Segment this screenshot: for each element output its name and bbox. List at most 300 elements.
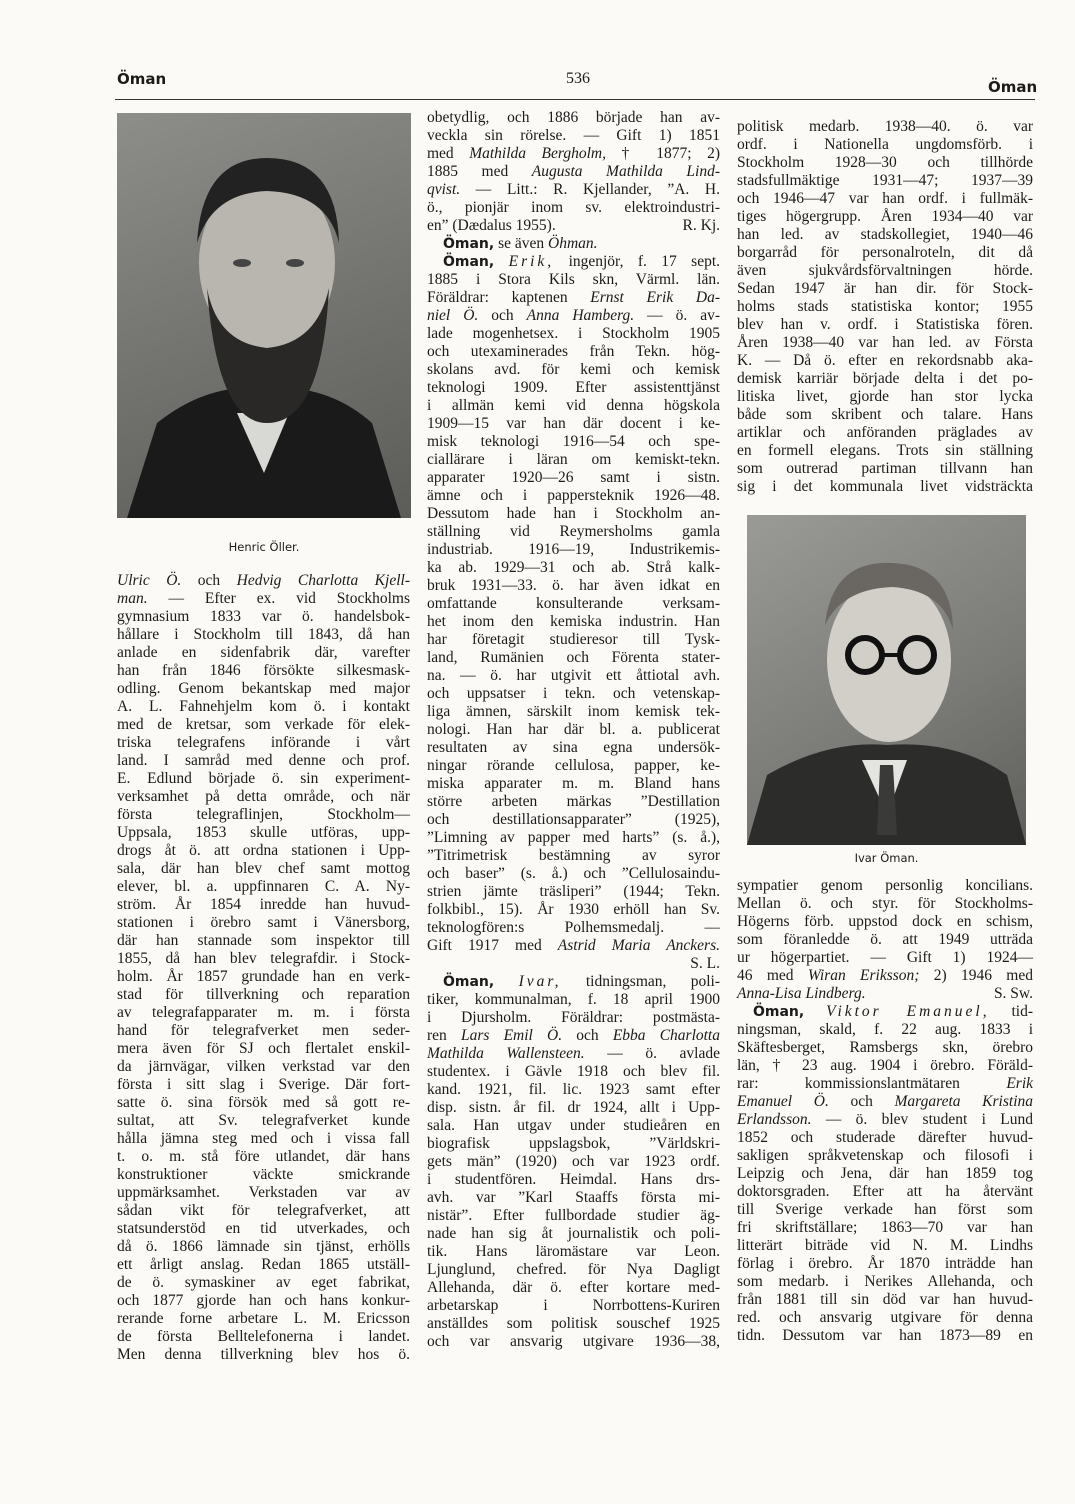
text-run: Högerns förb. uppstod dock en schism, xyxy=(737,913,1033,930)
text-run: K. — Då ö. efter en rekordsnabb aka- xyxy=(737,352,1033,369)
text-line xyxy=(117,698,410,716)
text-line xyxy=(737,1165,1033,1183)
text-run: första telegraflinjen, Stockholm— xyxy=(117,806,410,823)
text-run: ö., pionjär inom sv. elektroindustri- xyxy=(427,199,720,216)
text-line xyxy=(117,986,410,1004)
text-run: tidningsman, poli- xyxy=(561,973,720,990)
text-line xyxy=(737,1201,1033,1219)
text-line xyxy=(117,1220,410,1238)
text-line xyxy=(117,1112,410,1130)
italic-name: man. xyxy=(117,590,148,607)
text-run: omfattande konsulterande verksam- xyxy=(427,595,720,612)
text-run: litterärt biträde vid N. M. Lindhs xyxy=(737,1237,1033,1254)
text-line xyxy=(737,1075,1033,1093)
text-line xyxy=(427,883,720,901)
text-run: och uppsatser i tekn. och vetenskap- xyxy=(427,685,720,702)
portrait-icon xyxy=(747,515,1026,845)
text-run: — ö. blev student i Lund xyxy=(811,1111,1033,1128)
text-line xyxy=(737,316,1033,334)
portrait-photo-henric-oller xyxy=(117,113,411,518)
text-line xyxy=(737,1021,1033,1039)
italic-name: Mathilda Wallensteen. xyxy=(427,1045,585,1062)
text-line xyxy=(427,1207,720,1225)
text-run: i Djursholm. Föräldrar: postmästa- xyxy=(427,1009,720,1026)
paragraph xyxy=(737,877,1033,1003)
text-line xyxy=(427,523,720,541)
text-run: Men denna tillverkning blev hos ö. xyxy=(117,1346,410,1363)
text-run xyxy=(494,253,508,270)
text-line xyxy=(117,1076,410,1094)
text-line xyxy=(737,1309,1033,1327)
running-head-right: Öman xyxy=(988,78,1038,96)
text-run: anlade en sidenfabrik där, varefter xyxy=(117,644,410,661)
text-line xyxy=(427,649,720,667)
italic-name: Wiran Eriksson; xyxy=(807,967,920,984)
text-line xyxy=(117,806,410,824)
text-run: triska telegrafens införande i vårt xyxy=(117,734,410,751)
text-run: se även xyxy=(494,235,549,252)
text-column-3-top xyxy=(737,118,1033,496)
text-line xyxy=(117,1166,410,1184)
text-run: teknologi 1909. Efter assistenttjänst xyxy=(427,379,720,396)
text-run: folkbibl., 15). År 1930 erhöll han Sv. xyxy=(427,901,720,918)
text-line xyxy=(737,1003,1033,1021)
text-run: resultaten av sina egna undersök- xyxy=(427,739,720,756)
text-line xyxy=(737,1093,1033,1111)
text-line xyxy=(427,595,720,613)
text-run: stationen i örebro samt i Vänersborg, xyxy=(117,914,410,931)
text-line xyxy=(117,1346,410,1364)
text-run: tidn. Dessutom var han 1873—89 en xyxy=(737,1327,1033,1344)
text-line xyxy=(427,955,720,973)
text-run: da järnvägar, vilken verkstad var den xyxy=(117,1058,410,1075)
text-line xyxy=(427,1279,720,1297)
text-run: red. och ansvarig utgivare för denna xyxy=(737,1309,1033,1326)
text-run: Skäftesberget, Ramsbergs skn, örebro xyxy=(737,1039,1033,1056)
text-run: ”Limning av papper med harts” (s. å.), xyxy=(427,829,720,846)
paragraph xyxy=(427,973,720,1351)
text-line xyxy=(117,734,410,752)
text-run: de första Belltelefonerna i landet. xyxy=(117,1328,410,1345)
entry-headword: Öman, xyxy=(753,1004,805,1020)
text-run: då ö. 1866 lämnade sin tjänst, erhölls xyxy=(117,1238,410,1255)
text-run: na. — ö. har utgivit ett åttiotal avh. xyxy=(427,667,720,684)
text-run: gymnasium 1833 var ö. handelsbok- xyxy=(117,608,410,625)
italic-name: niel Ö. xyxy=(427,307,479,324)
text-line xyxy=(427,343,720,361)
text-line xyxy=(427,1027,720,1045)
text-line xyxy=(737,1273,1033,1291)
text-line xyxy=(427,109,720,127)
text-line xyxy=(427,865,720,883)
text-line xyxy=(427,1153,720,1171)
text-line xyxy=(427,181,720,199)
text-line xyxy=(427,1081,720,1099)
spaced-given-name: Ivar, xyxy=(518,973,562,990)
text-run: sig i det kommunala livet vidsträckta xyxy=(737,478,1033,495)
text-line xyxy=(737,442,1033,460)
paragraph xyxy=(737,118,1033,496)
text-line xyxy=(427,1009,720,1027)
text-line xyxy=(117,968,410,986)
text-run: — Efter ex. vid Stockholms xyxy=(147,590,410,607)
text-run: han från 1846 försökte silkesmask- xyxy=(117,662,410,679)
italic-name: Emanuel Ö. xyxy=(737,1093,829,1110)
text-line xyxy=(737,1219,1033,1237)
text-run: ordf. i Nationella ungdomsförb. i xyxy=(737,136,1033,153)
text-run: — ö. avlade xyxy=(584,1045,720,1062)
text-line xyxy=(117,752,410,770)
text-line xyxy=(737,172,1033,190)
text-run: sådan vikt för telegrafverket, att xyxy=(117,1202,410,1219)
text-run: avh. var ”Karl Staaffs första mi- xyxy=(427,1189,720,1206)
photo-caption: Henric Öller. xyxy=(228,540,300,554)
text-run: biografisk uppslagsbok, ”Världskri- xyxy=(427,1135,720,1152)
text-run: land. I samråd med denne och prof. xyxy=(117,752,410,769)
italic-name: Anna Hamberg. xyxy=(526,307,635,324)
text-run: † 1877; 2) xyxy=(605,145,721,162)
text-line xyxy=(427,361,720,379)
text-line xyxy=(737,334,1033,352)
text-run: drogs åt ö. att ordna stationen i Upp- xyxy=(117,842,410,859)
text-run: en” (Dædalus 1955). xyxy=(427,217,556,234)
text-line xyxy=(427,253,720,271)
text-line xyxy=(427,307,720,325)
text-run: Åren 1938—40 var han led. av Första xyxy=(737,334,1033,351)
text-run: studentex. i Gävle 1918 och blev fil. xyxy=(427,1063,720,1080)
text-run: stadsfullmäktige 1931—47; 1937—39 xyxy=(737,172,1033,189)
text-line xyxy=(427,487,720,505)
text-run: har företagit studieresor till Tysk- xyxy=(427,631,720,648)
text-run: av telegrafapparater m. m. i första xyxy=(117,1004,410,1021)
text-line xyxy=(737,262,1033,280)
text-run: rerande forne arbetare L. M. Ericsson xyxy=(117,1310,410,1327)
text-line xyxy=(427,1315,720,1333)
paragraph xyxy=(427,235,720,253)
text-line xyxy=(427,415,720,433)
text-run: och xyxy=(562,1027,613,1044)
text-line xyxy=(427,847,720,865)
text-run: arbetarskap i Norrbottens-Kuriren xyxy=(427,1297,720,1314)
text-run: doktorsgraden. Efter att ha återvänt xyxy=(737,1183,1033,1200)
text-line xyxy=(737,388,1033,406)
text-run: Föräldrar: kaptenen xyxy=(427,289,591,306)
text-run: som outrerad partiman tillvann han xyxy=(737,460,1033,477)
text-run: hållare i Stockholm till 1843, då han xyxy=(117,626,410,643)
text-line xyxy=(737,913,1033,931)
text-line xyxy=(737,1291,1033,1309)
text-line xyxy=(737,118,1033,136)
portrait-icon xyxy=(117,113,411,518)
text-line xyxy=(117,644,410,662)
text-line xyxy=(117,950,410,968)
text-run: elever, bl. a. uppfinnaren C. A. Ny- xyxy=(117,878,410,895)
text-line xyxy=(737,1057,1033,1075)
text-run: från 1881 till sin död var han huvud- xyxy=(737,1291,1033,1308)
text-run: en formell elegans. Trots sin ställning xyxy=(737,442,1033,459)
italic-name: Öhman. xyxy=(548,235,598,252)
text-run: konstruktioner väckte smickrande xyxy=(117,1166,410,1183)
text-line xyxy=(737,949,1033,967)
text-line xyxy=(427,433,720,451)
text-line xyxy=(427,577,720,595)
text-line xyxy=(737,1183,1033,1201)
text-run: litiska livet, gjorde han stor lycka xyxy=(737,388,1033,405)
spaced-given-name: Erik, xyxy=(508,253,555,270)
paragraph xyxy=(117,572,410,1364)
text-line xyxy=(117,1328,410,1346)
text-run: E. Edlund började ö. sin experiment- xyxy=(117,770,410,787)
text-line xyxy=(427,127,720,145)
header-rule xyxy=(115,99,1035,100)
text-line xyxy=(117,878,410,896)
text-run: där han stannade som inspektor till xyxy=(117,932,410,949)
text-run: de ö. symaskiner av eget fabrikat, xyxy=(117,1274,410,1291)
text-run: ka ab. 1929—31 och ab. Strå kalk- xyxy=(427,559,720,576)
text-line xyxy=(117,1184,410,1202)
text-line xyxy=(427,757,720,775)
text-run: apparater 1920—26 samt i sistn. xyxy=(427,469,720,486)
text-line xyxy=(117,1058,410,1076)
text-line xyxy=(427,1333,720,1351)
text-run: län, † 23 aug. 1904 i örebro. Föräld- xyxy=(737,1057,1033,1074)
text-line xyxy=(117,788,410,806)
italic-name: Ebba Charlotta xyxy=(612,1027,720,1044)
text-line xyxy=(427,1045,720,1063)
text-run: 1909—15 var han där docent i ke- xyxy=(427,415,720,432)
text-run: och 1946—47 var han ordf. i fullmäk- xyxy=(737,190,1033,207)
text-line xyxy=(737,1039,1033,1057)
text-run: 2) 1946 med xyxy=(919,967,1033,984)
text-line xyxy=(427,1243,720,1261)
italic-name: Ulric Ö. xyxy=(117,572,182,589)
text-line xyxy=(117,680,410,698)
text-run: borgarråd för personalroteln, dit då xyxy=(737,244,1033,261)
text-run: sakligen språkvetenskap och filosofi i xyxy=(737,1147,1033,1164)
text-line xyxy=(427,1171,720,1189)
text-line xyxy=(737,208,1033,226)
italic-name: qvist. xyxy=(427,181,461,198)
text-run: 1852 och studerade därefter huvud- xyxy=(737,1129,1033,1146)
text-line xyxy=(117,1148,410,1166)
text-run: ställning vid Reymersholms gamla xyxy=(427,523,720,540)
text-line xyxy=(117,1040,410,1058)
text-line xyxy=(427,1261,720,1279)
text-line xyxy=(117,914,410,932)
text-run: förlag i örebro. År 1870 inträdde han xyxy=(737,1255,1033,1272)
author-signature: S. Sw. xyxy=(993,985,1033,1002)
text-run: och utexaminerades från Tekn. hög- xyxy=(427,343,720,360)
text-run: 1855, då han blev telegrafdir. i Stock- xyxy=(117,950,410,967)
text-run: verksamhet på detta område, och när xyxy=(117,788,410,805)
text-run: och destillationsapparater” (1925), xyxy=(427,811,720,828)
text-run: nade han sig åt journalistik och poli- xyxy=(427,1225,720,1242)
text-run: Ljunglund, chefred. för Nya Dagligt xyxy=(427,1261,720,1278)
text-column-1 xyxy=(117,572,410,1364)
text-line xyxy=(117,860,410,878)
text-run: 1885 i Stora Kils skn, Värml. län. xyxy=(427,271,720,288)
text-run: fri skriftställare; 1863—70 var han xyxy=(737,1219,1033,1236)
text-line xyxy=(427,667,720,685)
text-line xyxy=(427,145,720,163)
text-run: Dessutom hade han i Stockholm an- xyxy=(427,505,720,522)
text-line xyxy=(117,770,410,788)
entry-headword: Öman, xyxy=(443,974,495,990)
text-line xyxy=(117,932,410,950)
text-run: ren xyxy=(427,1027,461,1044)
text-line xyxy=(427,271,720,289)
text-run: Gift 1917 med xyxy=(427,937,558,954)
italic-name: Mathilda Bergholm, xyxy=(469,145,606,162)
text-line xyxy=(737,1147,1033,1165)
text-run: första i sitt slag i Sverige. Där fort- xyxy=(117,1076,410,1093)
text-line xyxy=(737,370,1033,388)
text-run: nologi. Han har där bl. a. publicerat xyxy=(427,721,720,738)
text-line xyxy=(427,559,720,577)
text-line xyxy=(737,985,1033,1003)
text-line xyxy=(427,1135,720,1153)
text-run: demisk karriär började delta i det po- xyxy=(737,370,1033,387)
text-line xyxy=(427,217,720,235)
text-run: stad för tillverkning och reparation xyxy=(117,986,410,1003)
text-line xyxy=(117,1274,410,1292)
italic-name: Erlandsson. xyxy=(737,1111,812,1128)
text-line xyxy=(737,424,1033,442)
text-line xyxy=(427,1099,720,1117)
text-line xyxy=(427,739,720,757)
italic-name: Erik xyxy=(1006,1075,1033,1092)
text-line xyxy=(737,226,1033,244)
text-run: mera även för SJ och flertalet enskil- xyxy=(117,1040,410,1057)
text-run: och xyxy=(828,1093,895,1110)
text-run: sala. Han utgav under studieåren en xyxy=(427,1117,720,1134)
text-run xyxy=(804,1003,826,1020)
text-line xyxy=(117,842,410,860)
text-run: satte ö. sina försök med så gott re- xyxy=(117,1094,410,1111)
text-line xyxy=(117,1202,410,1220)
text-line xyxy=(427,1225,720,1243)
photo-caption: Ivar Öman. xyxy=(854,851,919,865)
text-line xyxy=(427,325,720,343)
text-run: sympatier genom personlig koncilians. xyxy=(737,877,1033,894)
text-run: och xyxy=(478,307,527,324)
text-line xyxy=(117,1238,410,1256)
text-run: Uppsala, 1853 skulle utföras, upp- xyxy=(117,824,410,841)
text-line xyxy=(117,824,410,842)
text-run: veckla sin rörelse. — Gift 1) 1851 xyxy=(427,127,720,144)
portrait-photo-ivar-oman xyxy=(747,515,1026,845)
text-line xyxy=(427,505,720,523)
text-line xyxy=(737,1129,1033,1147)
text-line xyxy=(427,775,720,793)
text-run: större arbeten märkas ”Destillation xyxy=(427,793,720,810)
text-run: ”Titrimetrisk bestämning av syror xyxy=(427,847,720,864)
text-line xyxy=(427,685,720,703)
text-line xyxy=(737,136,1033,154)
text-run: med xyxy=(427,145,470,162)
text-run: ström. År 1854 inredde han huvud- xyxy=(117,896,410,913)
text-line xyxy=(117,608,410,626)
text-run: artiklar och anföranden präglades av xyxy=(737,424,1033,441)
text-run: strien jämte träsliperi” (1944; Tekn. xyxy=(427,883,720,900)
text-run: med de kretsar, som verkade för elek- xyxy=(117,716,410,733)
text-line xyxy=(427,289,720,307)
text-run: tiker, kommunalman, f. 18 april 1900 xyxy=(427,991,720,1008)
text-line xyxy=(737,352,1033,370)
text-run: — Litt.: R. Kjellander, ”A. H. xyxy=(460,181,720,198)
text-run: 46 med xyxy=(737,967,808,984)
text-line xyxy=(427,631,720,649)
text-line xyxy=(427,937,720,955)
text-run: han led. av stadskollegiet, 1940—46 xyxy=(737,226,1033,243)
text-line xyxy=(117,716,410,734)
text-run: statsunderstöd en tid utverkades, och xyxy=(117,1220,410,1237)
text-run: Mellan ö. och styr. för Stockholms- xyxy=(737,895,1033,912)
text-run: Sedan 1947 är han dir. för Stock- xyxy=(737,280,1033,297)
text-line xyxy=(117,1022,410,1040)
text-run: odling. Genom bekantskap med major xyxy=(117,680,410,697)
text-run xyxy=(494,973,518,990)
spaced-given-name: Viktor Emanuel, xyxy=(826,1003,990,1020)
text-line xyxy=(427,469,720,487)
text-line xyxy=(427,613,720,631)
text-line xyxy=(427,397,720,415)
text-run: Allehanda, där ö. efter kortare med- xyxy=(427,1279,720,1296)
text-line xyxy=(427,1117,720,1135)
text-run: obetydlig, och 1886 började han av- xyxy=(427,109,720,126)
italic-name: Astrid Maria Anckers. xyxy=(557,937,720,954)
text-line xyxy=(737,1111,1033,1129)
text-run: A. L. Fahnehjelm kom ö. i kontakt xyxy=(117,698,410,715)
text-line xyxy=(427,235,720,253)
text-run: teknologfören:s Polhemsmedalj. — xyxy=(427,919,720,936)
text-run: industriab. 1916—19, Industrikemis- xyxy=(427,541,720,558)
text-run: i allmän kemi vid denna högskola xyxy=(427,397,720,414)
text-column-3-bottom xyxy=(737,877,1033,1345)
text-run: och baser” (s. å.) och ”Cellulosaindu- xyxy=(427,865,720,882)
text-run: som medarb. i Nerikes Allehanda, och xyxy=(737,1273,1033,1290)
text-run: blev han v. ordf. i Statistiska fören. xyxy=(737,316,1033,333)
text-run: hålla jämna steg med och i vissa fall xyxy=(117,1130,410,1147)
text-run: ningar rörande cellulosa, papper, ke- xyxy=(427,757,720,774)
text-line xyxy=(737,460,1033,478)
text-run: 1885 med xyxy=(427,163,532,180)
text-run: i studentfören. Heimdal. Hans drs- xyxy=(427,1171,720,1188)
text-run: hand för telegrafverket men seder- xyxy=(117,1022,410,1039)
text-run: liga ämnen, särskilt inom kemisk tek- xyxy=(427,703,720,720)
text-line xyxy=(117,1256,410,1274)
text-run: ciallärare i läran om kemiskt-tekn. xyxy=(427,451,720,468)
text-run: anställdes som politisk souschef 1925 xyxy=(427,1315,720,1332)
text-run: skolans avd. för kemi och kemisk xyxy=(427,361,720,378)
text-run: sultat, att Sv. telegrafverket kunde xyxy=(117,1112,410,1129)
text-line xyxy=(427,1189,720,1207)
text-run: kand. 1921, fil. lic. 1923 samt efter xyxy=(427,1081,720,1098)
paragraph xyxy=(427,109,720,235)
text-line xyxy=(427,703,720,721)
paragraph xyxy=(737,1003,1033,1345)
text-line xyxy=(737,1255,1033,1273)
text-run: till Sverige verkade han först som xyxy=(737,1201,1033,1218)
text-run: land, Rumänien och Förenta stater- xyxy=(427,649,720,666)
text-line xyxy=(427,793,720,811)
text-line xyxy=(117,626,410,644)
text-run: holms stads statistiska kontor; 1955 xyxy=(737,298,1033,315)
text-line xyxy=(427,901,720,919)
text-line xyxy=(117,1310,410,1328)
italic-name: Anna-Lisa Lindberg. xyxy=(737,985,866,1002)
text-run: även sjukvårdsförvaltningen hörde. xyxy=(737,262,1033,279)
